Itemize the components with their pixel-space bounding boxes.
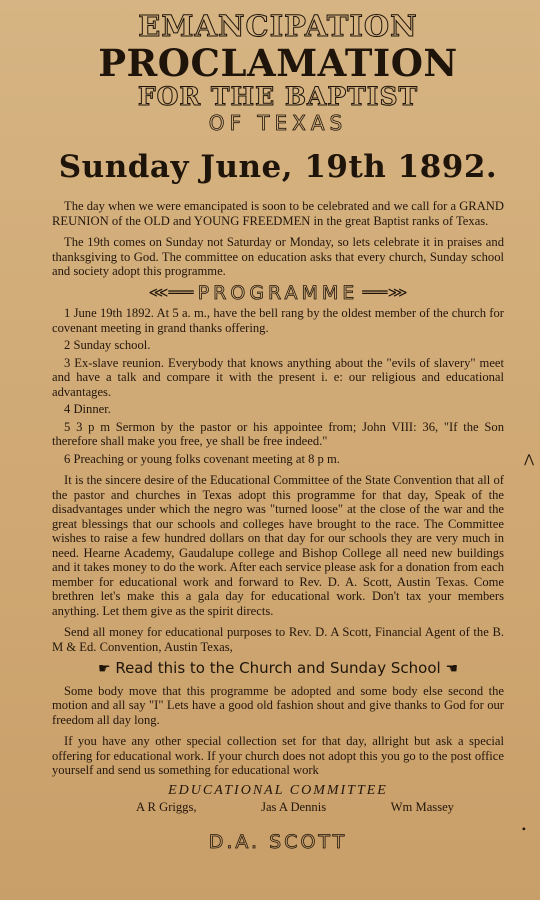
programme-item-3: 3 Ex-slave reunion. Everybody that knows anything about the "evils of slavery" meet and have a talk and compare it with the present i. e: our religious and educational advantages. <box>52 355 504 399</box>
ink-spot-icon: • <box>521 822 526 836</box>
title-proclamation: PROCLAMATION <box>98 41 458 85</box>
programme-item-4: 4 Dinner. <box>64 402 111 416</box>
programme-item-2: 2 Sunday school. <box>64 338 151 352</box>
body-paragraph-2: Send all money for educational purposes to Rev. D. A Scott, Financial Agent of the B. M & Ed. Convention, Austin Texas, <box>52 625 504 654</box>
title-for-the-baptist: FOR THE BAPTIST <box>137 82 419 111</box>
signatory-name: D.A. SCOTT <box>208 830 348 853</box>
event-date: Sunday June, 19th 1892. <box>58 149 498 185</box>
intro-paragraph-1: The day when we were emancipated is soon to be celebrated and we call for a GRAND REUNION of the OLD and YOUNG FREEDMEN in the great Baptist ranks of Texas. <box>52 199 504 228</box>
committee-title: EDUCATIONAL COMMITTEE <box>168 782 388 798</box>
programme-item-5: 5 3 p m Sermon by the pastor or his appointee from; John VIII: 36, "If the Son therefore shall make you free, ye shall be free indeed." <box>52 419 504 448</box>
committee-member-1: A R Griggs, <box>136 799 197 814</box>
committee-member-2: Jas A Dennis <box>261 799 327 814</box>
committee-member-3: Wm Massey <box>390 799 454 814</box>
body-paragraph-1: It is the sincere desire of the Educational Committee of the State Convention that all of the pastor and churches in Texas adopt this programme for that day, Speak of the disadvantages under which the negro was "turned loose" at the close of the war and the great blessings that our schools and colleges have brought to the race. The Committee wishes to raise a few hundred dollars on that day for our schools they are very much in need. Hearne Academy, Gaudalupe college and Bishop College all need new buildings and it takes money to do the work. After each service please ask for a donation from each member for educational work and forward to Rev. D. A. Scott, Austin Texas. Come brethren let's make this a gala day for educational work. Don't tax your members anything. Let them give as the spirit directs. <box>52 473 504 618</box>
read-instruction-text: Read this to the Church and Sunday School <box>115 659 441 677</box>
closing-paragraph-1: Some body move that this programme be adopted and some body else second the motion and all say "I" Lets have a good old fashion shout and give thanks to God for our freedom all day long. <box>52 683 504 727</box>
right-ornament-icon: ═══⋙ <box>362 284 408 301</box>
title-emancipation: EMANCIPATION <box>138 9 418 43</box>
programme-heading-text: PROGRAMME <box>197 281 359 304</box>
intro-paragraph-2: The 19th comes on Sunday not Saturday or Monday, so lets celebrate it in praises and thanksgiving to God. The committee on education asks that every church, Sunday school and society adopt this programme. <box>52 235 504 278</box>
pointing-hand-left-icon: ☚ <box>445 661 459 677</box>
programme-heading <box>52 281 504 304</box>
closing-paragraph-2: If you have any other special collection set for that day, allright but ask a special offering for educational work. If your church does not adopt this you go to the post office yourself and send us something for educational work <box>52 734 504 777</box>
left-ornament-icon: ⋘═══ <box>148 284 194 301</box>
title-of-texas: OF TEXAS <box>208 111 348 135</box>
programme-item-6: 6 Preaching or young folks covenant meeting at 8 p m. <box>64 451 340 466</box>
programme-item-1: 1 June 19th 1892. At 5 a. m., have the bell rang by the oldest member of the church for covenant meeting in grand thanks offering. <box>52 306 504 335</box>
margin-mark-icon: ⋀ <box>524 452 534 466</box>
committee-names <box>52 800 504 815</box>
pointing-hand-icon: ☛ <box>97 661 111 677</box>
document-body <box>52 199 504 778</box>
read-instruction <box>52 661 504 677</box>
